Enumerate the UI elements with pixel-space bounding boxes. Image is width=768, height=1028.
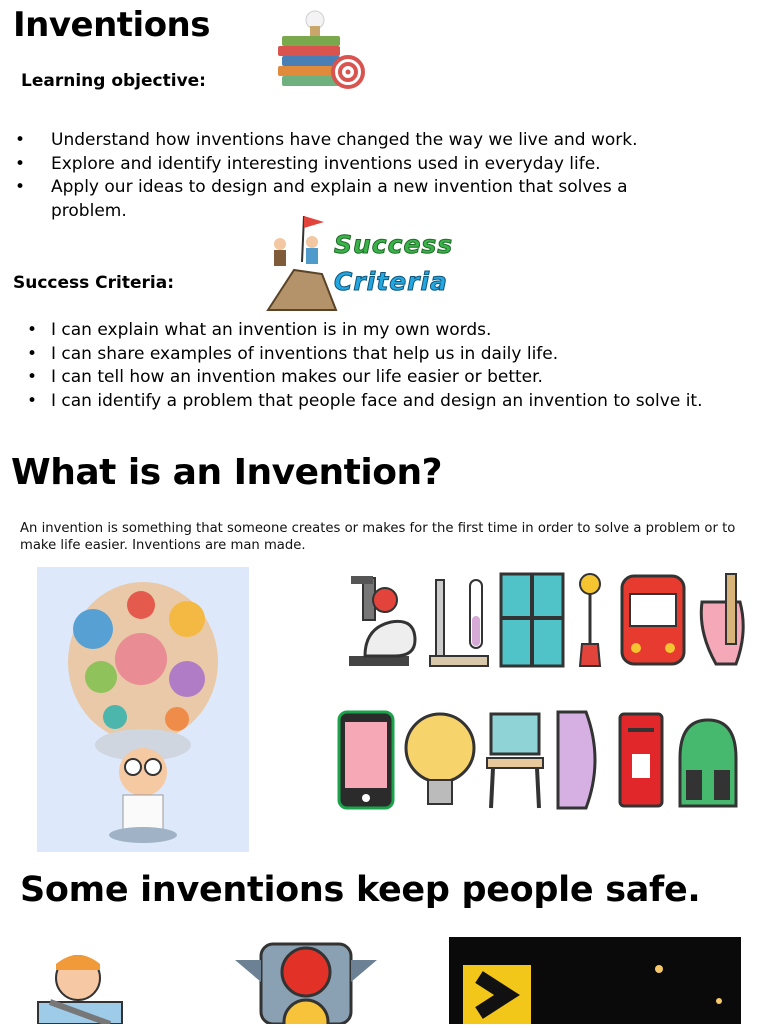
- traffic-light-illustration: [233, 942, 379, 1024]
- train-icon: [618, 572, 688, 668]
- criteria-word: Criteria: [334, 267, 448, 296]
- window-icon: [499, 572, 565, 668]
- list-item: • I can tell how an invention makes our life easier or better.: [25, 366, 765, 390]
- chair-icon: [485, 710, 545, 810]
- child-seatbelt-illustration: [30, 950, 140, 1024]
- post-box-icon: [614, 710, 668, 810]
- list-item: • Understand how inventions have changed the way we live and work.: [13, 129, 673, 153]
- page-title: Inventions: [13, 5, 210, 45]
- section-heading-what: What is an Invention?: [11, 452, 442, 493]
- inventor-illustration: [37, 567, 249, 852]
- guitar-icon: [696, 572, 746, 668]
- list-item: • I can identify a problem that people face and design an invention to solve it.: [25, 390, 765, 414]
- success-criteria-badge: [264, 212, 464, 312]
- microscope-icon: [345, 572, 420, 668]
- lollipop-sign-icon: [576, 572, 606, 668]
- criteria-list: [25, 319, 765, 413]
- learning-objective-label: Learning objective:: [21, 71, 206, 91]
- section-heading-safe: Some inventions keep people safe.: [20, 870, 701, 910]
- test-tube-icon: [428, 572, 490, 668]
- road-sign-photo: [449, 937, 741, 1024]
- success-criteria-label: Success Criteria:: [13, 273, 175, 293]
- backpack-icon: [676, 710, 740, 810]
- success-word: Success: [334, 230, 454, 259]
- light-bulb-icon: [402, 710, 478, 810]
- comb-icon: [556, 710, 606, 810]
- books-target-icon: [274, 6, 366, 98]
- list-item: • I can share examples of inventions that help us in daily life.: [25, 343, 765, 367]
- definition-text: An invention is something that someone creates or makes for the first time in order to solve a problem or to make life easier. Inventions are man made.: [20, 521, 736, 553]
- list-item: • Explore and identify interesting inventions used in everyday life.: [13, 153, 673, 177]
- list-item: • Apply our ideas to design and explain a new invention that solves a problem.: [13, 176, 651, 223]
- phone-icon: [337, 710, 395, 810]
- list-item: • I can explain what an invention is in my own words.: [25, 319, 765, 343]
- objectives-list: [13, 129, 673, 223]
